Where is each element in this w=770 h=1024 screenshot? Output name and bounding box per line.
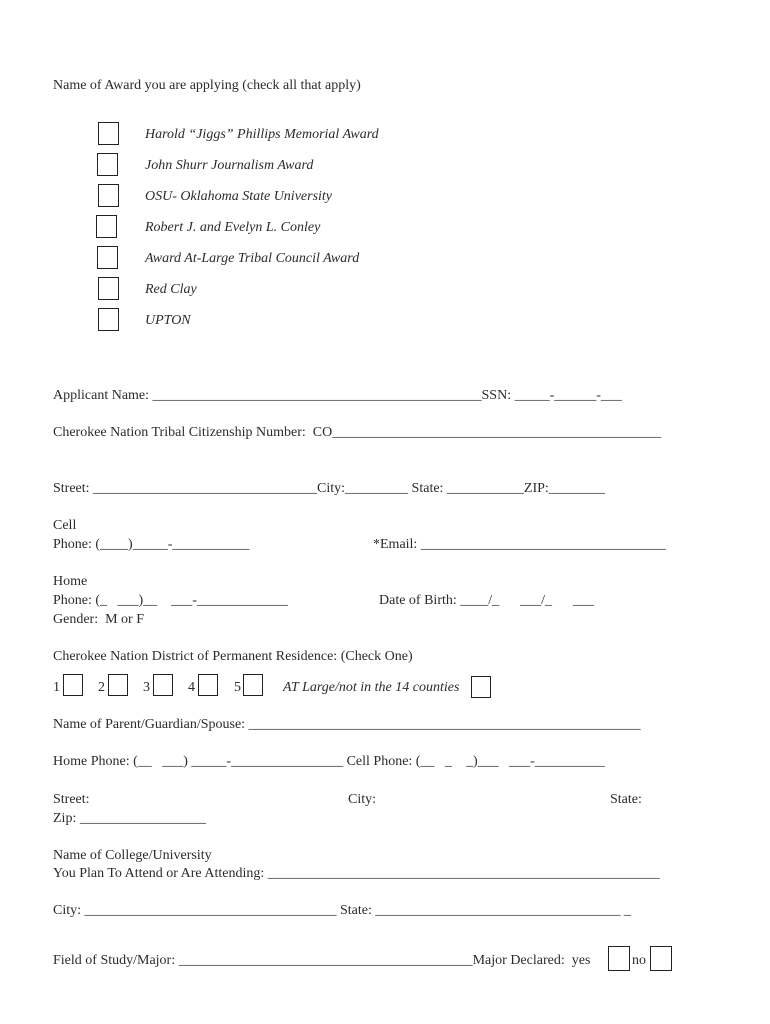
district-label-3: 3 — [143, 680, 150, 695]
college-label: Name of College/University — [53, 848, 212, 863]
home-label: Home — [53, 574, 88, 589]
cell-label: Cell — [53, 518, 77, 533]
award-label-3: OSU- Oklahoma State University — [145, 189, 333, 204]
award-checkbox-3[interactable] — [98, 184, 119, 207]
parent-zip-field[interactable]: Zip: __________________ — [53, 811, 206, 826]
award-label-6: Red Clay — [145, 282, 197, 297]
major-declared-no-checkbox[interactable] — [650, 946, 672, 971]
field-of-study-field[interactable]: Field of Study/Major: __________________________________________Major Declared: yes — [53, 953, 591, 968]
college-field[interactable]: You Plan To Attend or Are Attending: ________________________________________________________ — [53, 866, 660, 881]
award-label-5: Award At-Large Tribal Council Award — [145, 251, 360, 266]
award-label-7: UPTON — [145, 313, 191, 328]
district-checkbox-2[interactable] — [108, 674, 128, 696]
at-large-label: AT Large/not in the 14 counties — [283, 680, 460, 695]
parent-guardian-field[interactable]: Name of Parent/Guardian/Spouse: ________________________________________________________ — [53, 717, 641, 732]
parent-city-label[interactable]: City: — [348, 792, 377, 807]
address-field[interactable]: Street: ________________________________City:_________ State: ___________ZIP:________ — [53, 481, 605, 496]
citizenship-number-field[interactable]: Cherokee Nation Tribal Citizenship Number: CO_______________________________________________ — [53, 425, 662, 440]
district-label-2: 2 — [98, 680, 105, 695]
award-checkbox-7[interactable] — [98, 308, 119, 331]
district-checkbox-3[interactable] — [153, 674, 173, 696]
awards-intro: Name of Award you are applying (check all that apply) — [53, 78, 361, 93]
parent-street-label[interactable]: Street: — [53, 792, 90, 807]
college-city-state-field[interactable]: City: ____________________________________ State: ___________________________________ _ — [53, 903, 631, 918]
district-checkbox-5[interactable] — [243, 674, 263, 696]
at-large-checkbox[interactable] — [471, 676, 491, 698]
district-label: Cherokee Nation District of Permanent Residence: (Check One) — [53, 649, 413, 664]
district-label-1: 1 — [53, 680, 60, 695]
email-field[interactable]: *Email: ___________________________________ — [373, 537, 666, 552]
parent-state-label[interactable]: State: — [610, 792, 642, 807]
applicant-name-field[interactable]: Applicant Name: _______________________________________________SSN: _____-______-___ — [53, 388, 622, 403]
award-checkbox-2[interactable] — [97, 153, 118, 176]
award-checkbox-4[interactable] — [96, 215, 117, 238]
award-label-4: Robert J. and Evelyn L. Conley — [145, 220, 321, 235]
award-checkbox-5[interactable] — [97, 246, 118, 269]
gender-field[interactable]: Gender: M or F — [53, 612, 144, 627]
district-label-4: 4 — [188, 680, 195, 695]
award-checkbox-1[interactable] — [98, 122, 119, 145]
award-label-1: Harold “Jiggs” Phillips Memorial Award — [145, 127, 379, 142]
district-label-5: 5 — [234, 680, 241, 695]
home-phone-field[interactable]: Phone: (_ ___)__ ___-_____________ — [53, 593, 288, 608]
parent-phones-field[interactable]: Home Phone: (__ ___) _____-________________ Cell Phone: (__ _ _)___ ___-__________ — [53, 754, 605, 769]
award-checkbox-6[interactable] — [98, 277, 119, 300]
major-declared-no-label: no — [632, 953, 646, 968]
district-checkbox-1[interactable] — [63, 674, 83, 696]
date-of-birth-field[interactable]: Date of Birth: ____/_ ___/_ ___ — [379, 593, 595, 608]
cell-phone-field[interactable]: Phone: (____)_____-___________ — [53, 537, 250, 552]
award-label-2: John Shurr Journalism Award — [145, 158, 314, 173]
major-declared-yes-checkbox[interactable] — [608, 946, 630, 971]
district-checkbox-4[interactable] — [198, 674, 218, 696]
